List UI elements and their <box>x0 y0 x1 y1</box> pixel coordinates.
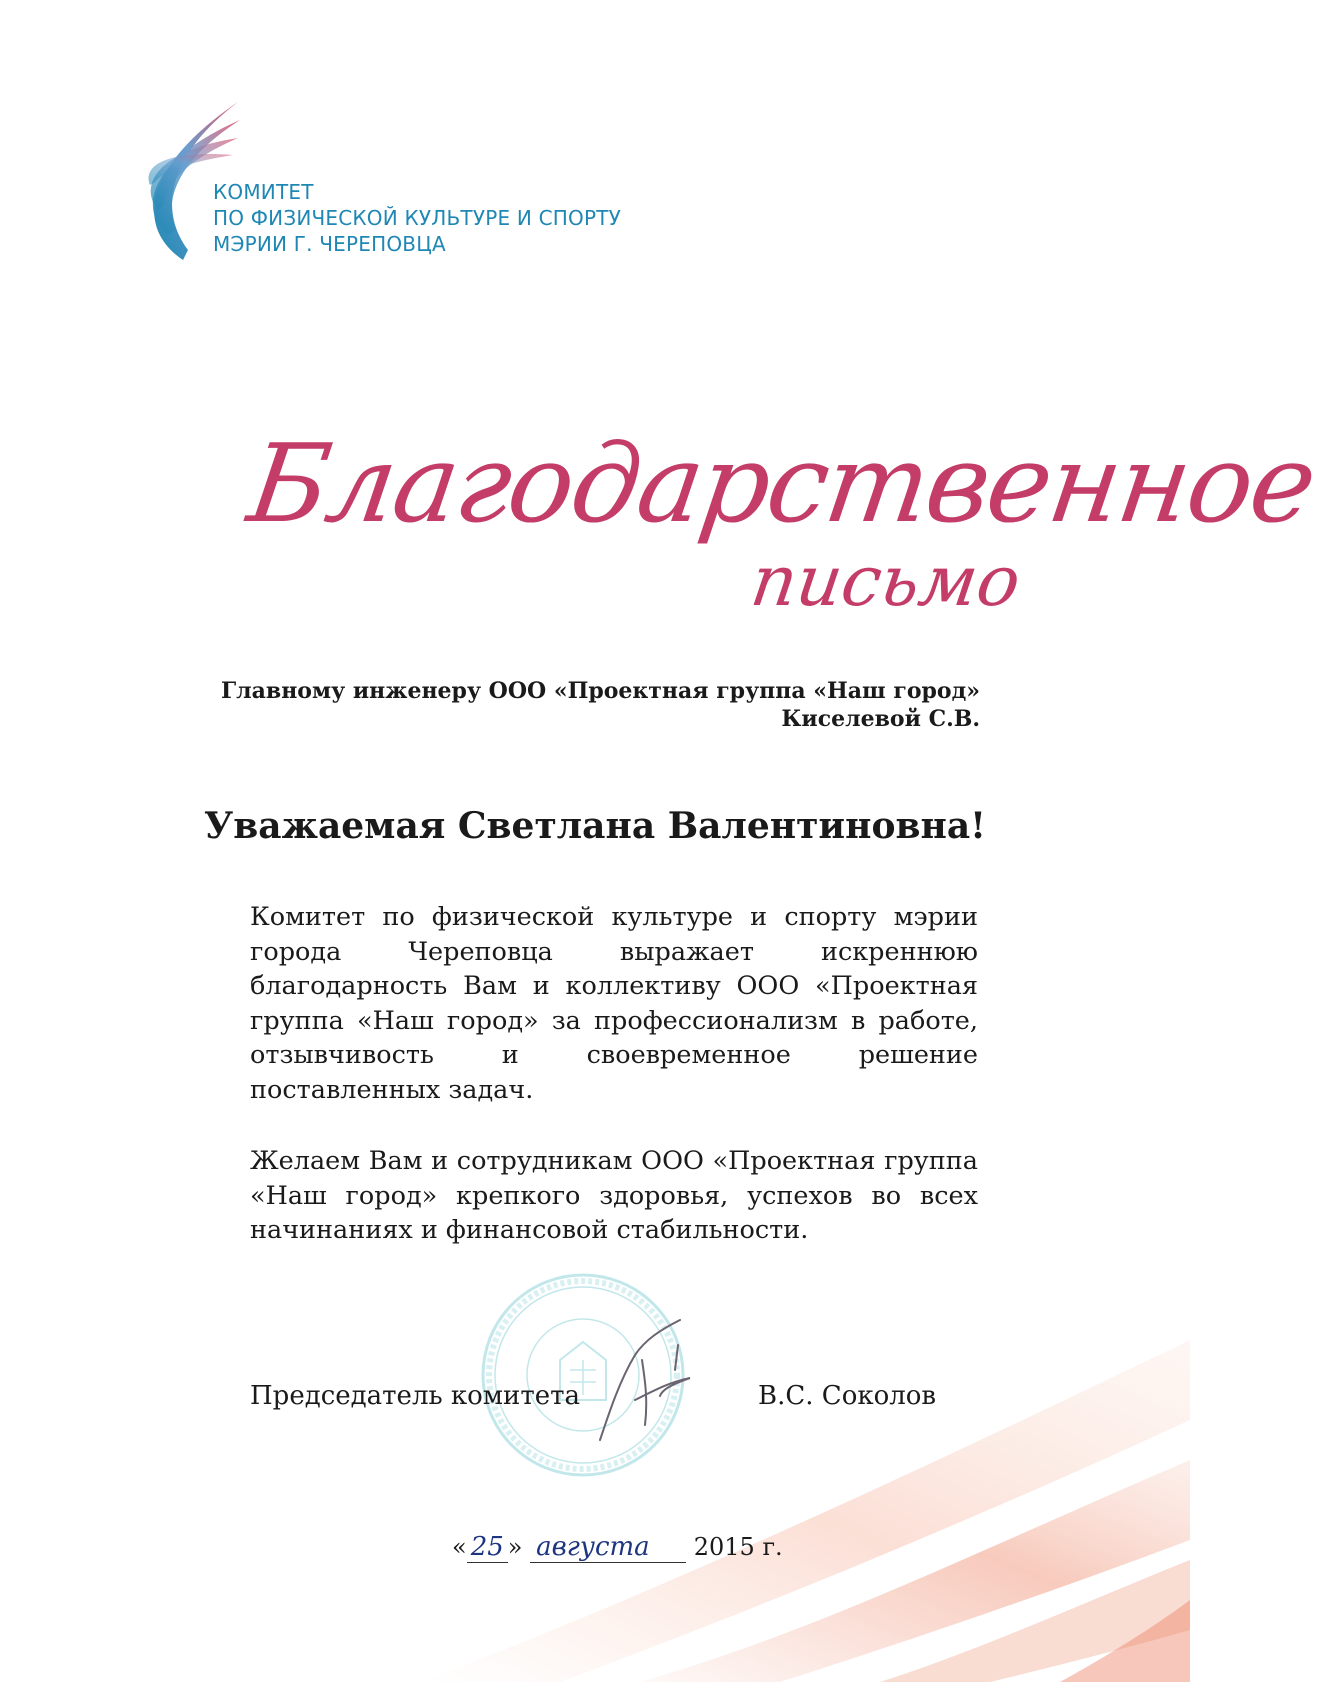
greeting-heading: Уважаемая Светлана Валентиновна! <box>204 805 986 847</box>
addressee-name: Киселевой С.В. <box>781 706 980 732</box>
date-month: августа <box>530 1532 686 1563</box>
date-close-quote: » <box>507 1533 523 1561</box>
date-day: 25 <box>467 1532 508 1563</box>
body-paragraph-2: Желаем Вам и сотрудникам ООО «Проектная группа «Наш город» крепкого здоровья, успехов во всех начинаниях и финансовой стабильности. <box>250 1146 978 1245</box>
addressee-position: Главному инженеру ООО «Проектная группа «Наш город» <box>220 678 980 704</box>
date-line <box>452 1532 783 1563</box>
signatory-position: Председатель комитета <box>250 1381 580 1411</box>
document-title-line-2: письмо <box>746 540 1026 622</box>
document-title-line-1: Благодарственное <box>241 422 1322 547</box>
logo-text-line-1: КОМИТЕТ <box>213 180 314 204</box>
handwritten-signature <box>590 1300 730 1450</box>
body-paragraph-1: Комитет по физической культуре и спорту мэрии города Череповца выражает искреннюю благодарность Вам и коллективу ООО «Проектная группа «Наш город» за профессионализм в работе, отзывчивость и своевременное решение поставленных задач. <box>250 902 978 1105</box>
date-open-quote: « <box>452 1533 467 1561</box>
date-year: 2015 г. <box>693 1533 783 1561</box>
signatory-name: В.С. Соколов <box>758 1381 937 1411</box>
logo-text-line-2: ПО ФИЗИЧЕСКОЙ КУЛЬТУРЕ И СПОРТУ <box>213 206 622 230</box>
logo-text-line-3: МЭРИИ Г. ЧЕРЕПОВЦА <box>213 232 446 256</box>
